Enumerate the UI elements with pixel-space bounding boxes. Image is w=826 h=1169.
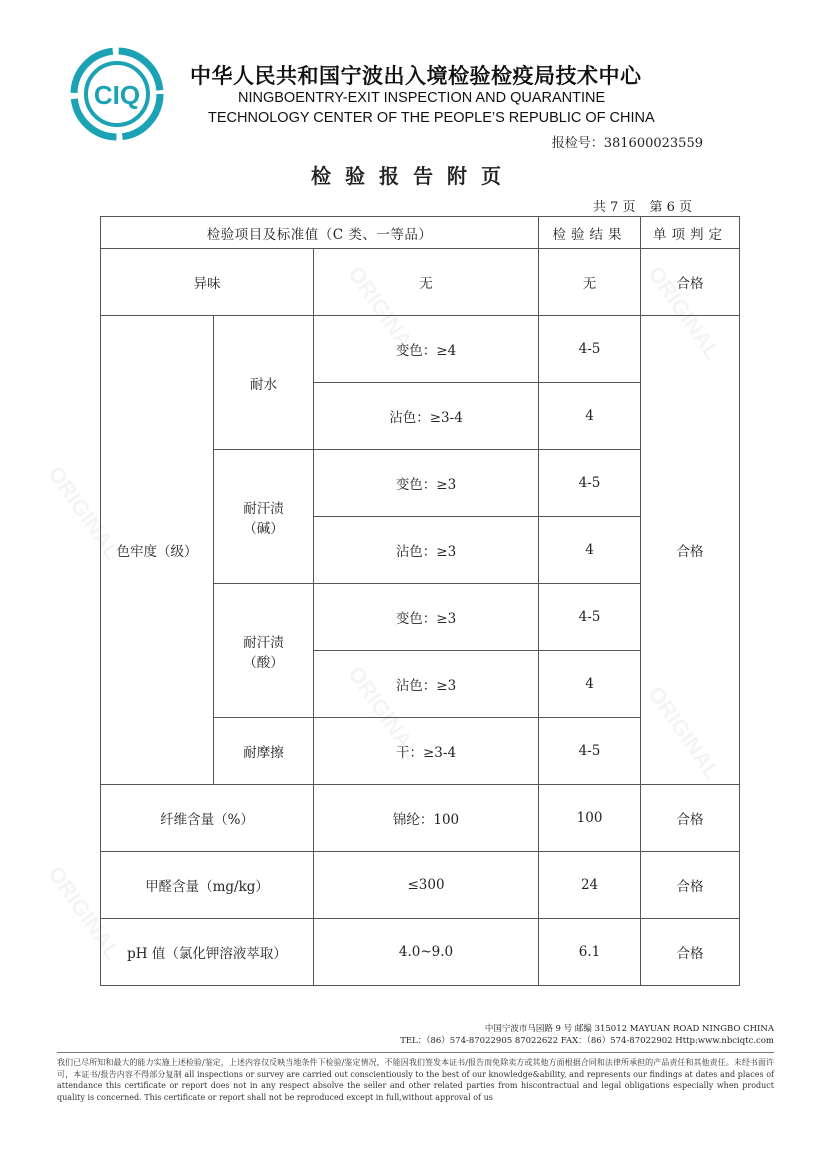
page-info bbox=[593, 196, 692, 215]
table-row bbox=[101, 919, 740, 986]
header-item: 检验项目及标准值（C 类、一等品） bbox=[101, 217, 539, 249]
org-name-en-line1: NINGBOENTRY-EXIT INSPECTION AND QUARANTINE bbox=[238, 90, 606, 106]
page-total: 共 7 页 bbox=[592, 200, 636, 215]
result-odor: 无 bbox=[539, 249, 641, 316]
org-name-cn: 中华人民共和国宁波出入境检验检疫局技术中心 bbox=[190, 64, 642, 88]
inspection-table bbox=[100, 216, 740, 986]
ciq-logo bbox=[70, 47, 164, 141]
header-result: 检验结果 bbox=[539, 217, 641, 249]
result-formaldehyde: 24 bbox=[539, 852, 641, 919]
result-cell: 4-5 bbox=[539, 584, 641, 651]
standard-cell: 变色：≥3 bbox=[314, 450, 539, 517]
standard-fiber: 锦纶：100 bbox=[314, 785, 539, 852]
sub-item-sweat-acid bbox=[214, 584, 314, 718]
table-row bbox=[101, 785, 740, 852]
org-name-en-line2: TECHNOLOGY CENTER OF THE PEOPLE’S REPUBLIC OF CHINA bbox=[208, 110, 655, 126]
result-cell: 4 bbox=[539, 651, 641, 718]
logo-text: CIQ bbox=[93, 80, 141, 110]
judgment-formaldehyde: 合格 bbox=[641, 852, 740, 919]
table-row bbox=[101, 316, 740, 383]
result-fiber: 100 bbox=[539, 785, 641, 852]
report-number: 报检号：381600023559 bbox=[551, 136, 703, 151]
sub-item-label: （酸） bbox=[243, 654, 284, 671]
result-ph: 6.1 bbox=[539, 919, 641, 986]
judgment-odor: 合格 bbox=[641, 249, 740, 316]
sub-item-label: （碱） bbox=[243, 520, 284, 537]
page-current: 第 6 页 bbox=[649, 200, 692, 215]
result-cell: 4-5 bbox=[539, 718, 641, 785]
result-cell: 4-5 bbox=[539, 316, 641, 383]
table-row bbox=[101, 852, 740, 919]
sub-item-sweat-alkali bbox=[214, 450, 314, 584]
item-ph: pH 值（氯化钾溶液萃取） bbox=[101, 919, 314, 986]
standard-cell: 变色：≥3 bbox=[314, 584, 539, 651]
footer-disclaimer: 我们已尽所知和最大的能力实施上述检验/鉴定，上述内容仅反映当地条件下检验/鉴定情况，不能因我们签发本证书/报告而免除卖方或其他方面根据合同和法律所承担的产品责任和其他责任。未经书面许可，本证书/报告内容不得部分复制 all inspections or survey are carried out conscientiously to the best of our knowledge&ability, and represents our findings at dates and places of attendance this certificate or report does not in any respect absolve the seller and other related parties from hiscontractual and legal obligations especially when product quality is concerned. This certificate or report shall not be reproduced except in full,without approval of us bbox=[57, 1058, 774, 1102]
table-row bbox=[101, 249, 740, 316]
standard-cell: 变色：≥4 bbox=[314, 316, 539, 383]
standard-cell: 干：≥3-4 bbox=[314, 718, 539, 785]
footer-contact: TEL：（86）574-87022905 87022622 FAX：（86）574-87022902 Http:www.nbciqtc.com bbox=[400, 1036, 774, 1046]
judgment-fiber: 合格 bbox=[641, 785, 740, 852]
judgment-colorfastness: 合格 bbox=[641, 316, 740, 785]
footer-address: 中国宁波市马园路 9 号 邮编 315012 MAYUAN ROAD NINGBO CHINA bbox=[484, 1024, 774, 1034]
table-header-row bbox=[101, 217, 740, 249]
item-odor: 异味 bbox=[101, 249, 314, 316]
standard-cell: 沾色：≥3-4 bbox=[314, 383, 539, 450]
result-cell: 4 bbox=[539, 517, 641, 584]
item-colorfastness: 色牢度（级） bbox=[101, 316, 214, 785]
result-cell: 4-5 bbox=[539, 450, 641, 517]
sub-item-water: 耐水 bbox=[214, 316, 314, 450]
item-formaldehyde: 甲醛含量（mg/kg） bbox=[101, 852, 314, 919]
header-judgment: 单项判定 bbox=[641, 217, 740, 249]
item-fiber: 纤维含量（%） bbox=[101, 785, 314, 852]
sub-item-label: 耐汗渍 bbox=[243, 500, 284, 517]
footer-divider bbox=[57, 1052, 774, 1053]
page-title: 检验报告附页 bbox=[311, 164, 515, 188]
footer-address-block bbox=[400, 1023, 774, 1047]
sub-item-label: 耐汗渍 bbox=[243, 634, 284, 651]
standard-odor: 无 bbox=[314, 249, 539, 316]
standard-cell: 沾色：≥3 bbox=[314, 651, 539, 718]
standard-cell: 沾色：≥3 bbox=[314, 517, 539, 584]
standard-ph: 4.0~9.0 bbox=[314, 919, 539, 986]
sub-item-rubbing: 耐摩擦 bbox=[214, 718, 314, 785]
judgment-ph: 合格 bbox=[641, 919, 740, 986]
standard-formaldehyde: ≤300 bbox=[314, 852, 539, 919]
result-cell: 4 bbox=[539, 383, 641, 450]
